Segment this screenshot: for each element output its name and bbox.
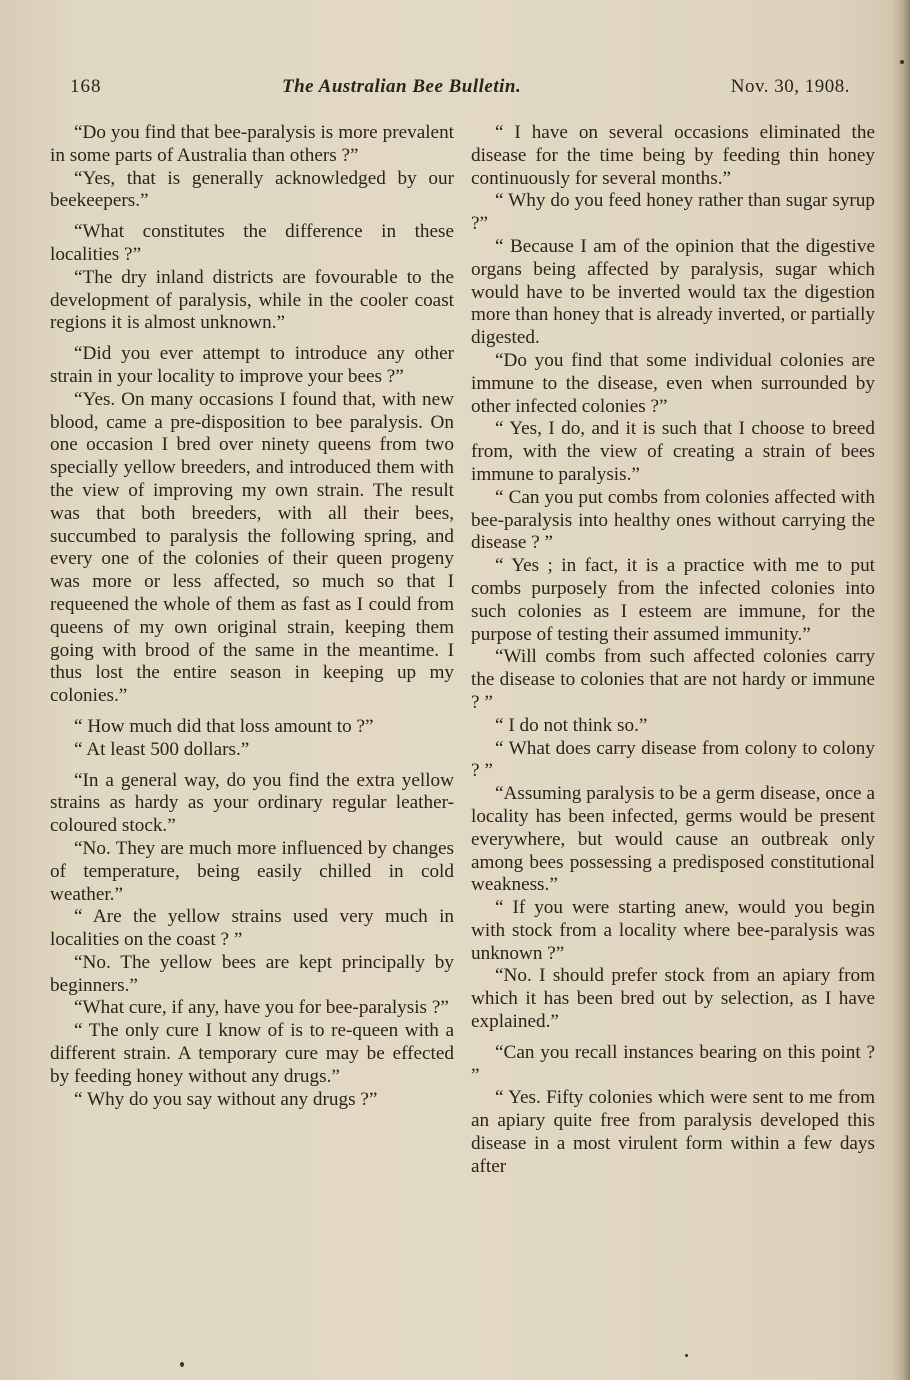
ink-speck [685,1354,688,1357]
paragraph: “ Yes. Fifty colonies which were sent to me from an apiary quite free from paralysis developed this disease in a most virulent form within a few days after [471,1087,875,1177]
paragraph: “ Because I am of the opinion that the digestive organs being affected by paralysis, sugar which would have to be inverted would tax the digestion more than honey that is already inverted, or partially digested. [471,235,875,349]
paragraph: “ Why do you say without any drugs ?” [74,1088,378,1110]
paragraph: “ I do not think so.” [495,714,648,736]
paragraph: “Assuming paralysis to be a germ disease, once a locality has been infected, germs would be present everywhere, but would cause an outbreak only among bees possessing a predisposed constitutional weakness.” [471,783,875,896]
paragraph: “In a general way, do you find the extra yellow strains as hardy as your ordinary regular leather-coloured stock.” [50,769,454,837]
running-header [70,76,850,104]
paragraph: “ At least 500 dollars.” [74,738,250,760]
left-column [50,122,454,1111]
issue-date: Nov. 30, 1908. [730,76,850,97]
page-number: 168 [70,76,102,97]
paragraph: “ I have on several occasions eliminated the disease for the time being by feeding thin honey continuously for several months.” [471,122,875,189]
paragraph: “Did you ever attempt to introduce any other strain in your locality to improve your bees ?” [50,343,454,387]
paragraph: “Will combs from such affected colonies carry the disease to colonies that are not hardy or immune ? ” [471,646,875,713]
paragraph: “What cure, if any, have you for bee-paralysis ?” [74,997,449,1019]
paragraph: “The dry inland districts are fovourable to the development of paralysis, while in the cooler coast regions it is almost unknown.” [50,266,454,334]
paragraph: “ What does carry disease from colony to colony ? ” [471,737,875,782]
paragraph: “Yes, that is generally acknowledged by our beekeepers.” [50,167,454,212]
paragraph: “ The only cure I know of is to re-queen with a different strain. A temporary cure may be effected by feeding honey without any drugs.” [50,1020,454,1087]
paragraph: “No. I should prefer stock from an apiary from which it has been bred out by selection, as I have explained.” [471,965,875,1033]
page-edge-shadow [892,0,910,1380]
paragraph: “ Can you put combs from colonies affected with bee-paralysis into healthy ones without carrying the disease ? ” [471,486,875,554]
paragraph: “Do you find that some individual colonies are immune to the disease, even when surrounded by other infected colonies ?” [471,349,875,417]
paragraph: “ How much did that loss amount to ?” [74,715,374,737]
paragraph: “ Are the yellow strains used very much in localities on the coast ? ” [50,906,454,951]
ink-speck [900,60,904,64]
journal-title: The Australian Bee Bulletin. [282,76,522,97]
paragraph: “No. The yellow bees are kept principally by beginners.” [50,951,454,996]
right-column [471,122,875,1179]
paragraph: “Yes. On many occasions I found that, with new blood, came a pre-disposition to bee paralysis. On one occasion I bred over ninety queens from two specially yellow breeders, and introduced them with the view of improving my own strain. The result was that both breeders, with all their bees, succumbed to paralysis the following spring, and every one of the colonies of their queen progeny was more or less affected, so much so that I requeened the whole of them as fast as I could from queens of my own original strain, keeping them going with brood of the same in the meantime. I thus lost the entire season in keeping up my colonies.” [50,388,454,707]
ink-speck [180,1362,184,1367]
paragraph: “ Yes, I do, and it is such that I choose to breed from, with the view of creating a strain of bees immune to paralysis.” [471,418,875,485]
paragraph: “ If you were starting anew, would you begin with stock from a locality where bee-paralysis was unknown ?” [471,897,875,964]
paragraph: “Can you recall instances bearing on this point ? ” [471,1041,875,1086]
paragraph: “No. They are much more influenced by changes of temperature, being easily chilled in cold weather.” [50,837,454,905]
paragraph: “Do you find that bee-paralysis is more prevalent in some parts of Australia than others ?” [50,122,454,166]
paragraph: “ Yes ; in fact, it is a practice with me to put combs purposely from the infected colonies into such colonies as I esteem are immune, for the purpose of testing their assumed immunity.” [471,555,875,645]
paragraph: “What constitutes the difference in these localities ?” [50,221,454,265]
paragraph: “ Why do you feed honey rather than sugar syrup ?” [471,190,875,235]
